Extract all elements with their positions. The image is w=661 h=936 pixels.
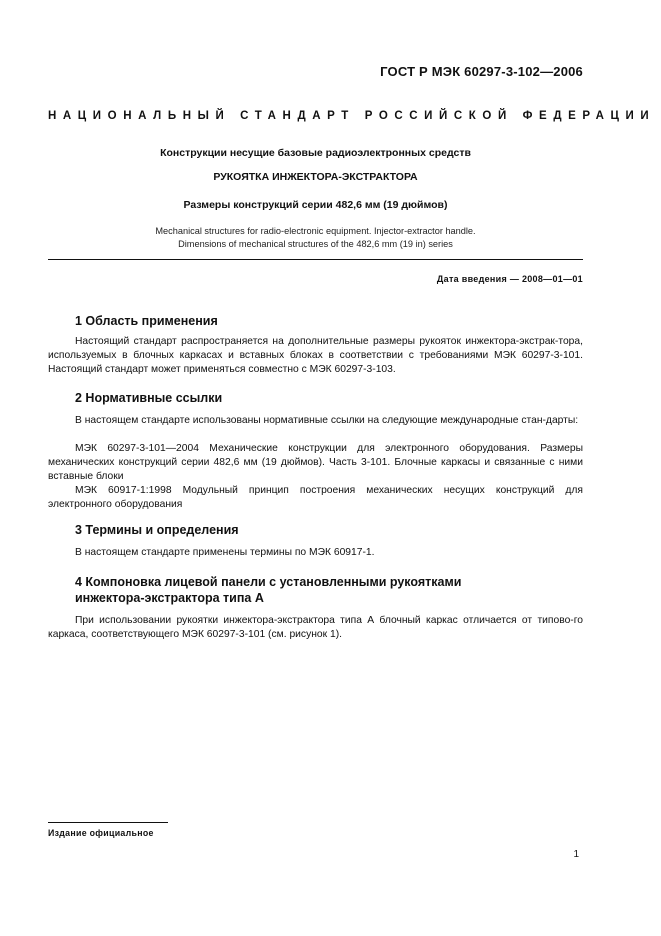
page-number: 1 xyxy=(573,849,579,860)
section-3-paragraph: В настоящем стандарте применены термины по МЭК 60917-1. xyxy=(75,547,375,558)
section-2-reference-2: МЭК 60917-1:1998 Модульный принцип построения механических несущих конструкций для электронного оборудования xyxy=(48,485,583,510)
title-line-2: РУКОЯТКА ИНЖЕКТОРА-ЭКСТРАКТОРА xyxy=(213,171,418,183)
section-4-heading-line-1: 4 Компоновка лицевой панели с установленными рукоятками xyxy=(75,575,462,589)
section-2-paragraph-1: В настоящем стандарте использованы нормативные ссылки на следующие международные стан-дарты: xyxy=(75,415,579,426)
section-2-reference-1: МЭК 60297-3-101—2004 Механические конструкции для электронного оборудования. Размеры механических конструкций серии 482,6 мм (19 дюймов). Часть 3-101. Блочные каркасы и связанные с ними вставные блоки xyxy=(48,443,583,482)
section-4-heading-line-2: инжектора-экстрактора типа А xyxy=(75,591,264,605)
document-code: ГОСТ Р МЭК 60297-3-102—2006 xyxy=(380,64,583,79)
english-title-line-1: Mechanical structures for radio-electronic equipment. Injector-extractor handle. xyxy=(155,226,476,236)
section-2-heading: 2 Нормативные ссылки xyxy=(75,391,223,405)
section-4-paragraph: При использовании рукоятки инжектора-экстрактора типа А блочный каркас отличается от типово-го каркаса, соответствующего МЭК 60297-3-101 (см. рисунок 1). xyxy=(48,615,583,640)
section-3-heading: 3 Термины и определения xyxy=(75,523,239,537)
header-divider xyxy=(48,259,583,260)
section-1-heading: 1 Область применения xyxy=(75,314,218,328)
intro-date: Дата введения — 2008—01—01 xyxy=(436,274,583,284)
edition-label: Издание официальное xyxy=(48,828,154,838)
section-1-paragraph: Настоящий стандарт распространяется на дополнительные размеры рукояток инжектора-экстрак-тора, используемых в блочных каркасах и вставных блоках в соответствии с требованиями МЭК 60297-3-101. Настоящий стандарт может применяться совместно с МЭК 60297-3-103. xyxy=(48,336,583,375)
national-standard-banner: НАЦИОНАЛЬНЫЙ СТАНДАРТ РОССИЙСКОЙ ФЕДЕРАЦИИ xyxy=(48,110,656,122)
english-title-line-2: Dimensions of mechanical structures of the 482,6 mm (19 in) series xyxy=(178,238,453,249)
english-title xyxy=(48,225,583,250)
title-line-3: Размеры конструкций серии 482,6 мм (19 дюймов) xyxy=(183,199,448,211)
title-line-1: Конструкции несущие базовые радиоэлектронных средств xyxy=(160,147,471,159)
footer-divider xyxy=(48,822,168,823)
